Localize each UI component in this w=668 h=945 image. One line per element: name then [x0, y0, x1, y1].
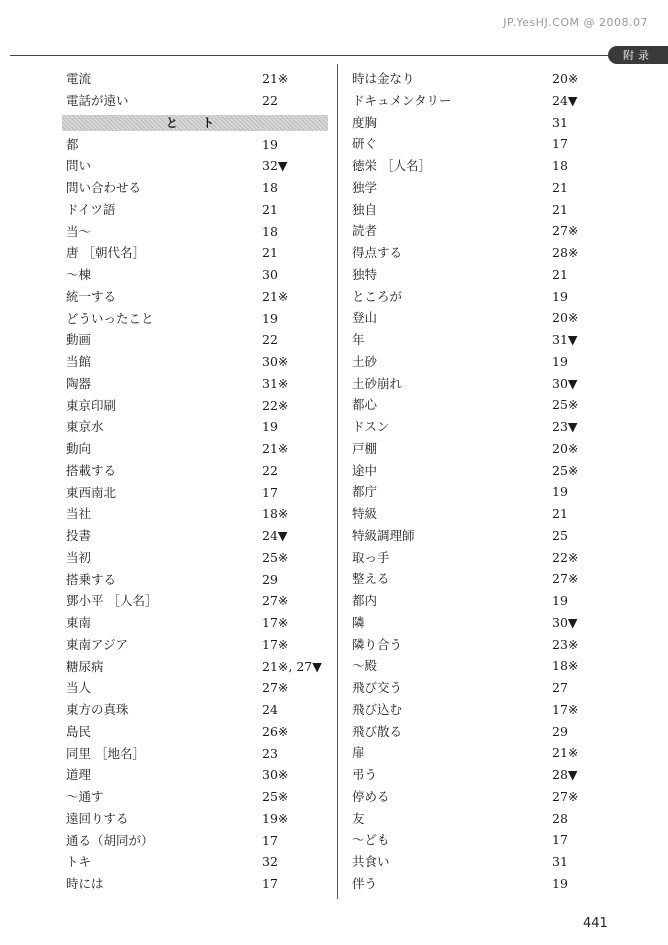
- section-heading: と ト: [62, 115, 328, 131]
- entry-term: 土砂崩れ: [352, 375, 403, 391]
- index-entry: [66, 677, 328, 699]
- index-entry: [66, 242, 328, 264]
- entry-reference: 21: [552, 179, 568, 195]
- entry-reference: 27: [552, 680, 568, 695]
- entry-reference: 19: [262, 419, 278, 435]
- entry-term: ドキュメンタリー: [352, 92, 452, 108]
- entry-reference: 21※, 27▼: [262, 658, 322, 674]
- entry-reference: 31: [552, 114, 568, 130]
- entry-reference: 27※: [552, 223, 579, 239]
- page-number: 441: [583, 916, 608, 931]
- index-entry: [352, 329, 592, 351]
- entry-reference: 29: [552, 723, 568, 739]
- entry-reference: 27※: [552, 571, 579, 587]
- entry-reference: 25※: [552, 462, 579, 478]
- index-entry: [66, 221, 328, 243]
- entry-reference: 17: [262, 876, 278, 891]
- entry-reference: 24▼: [262, 528, 288, 543]
- entry-term: 研ぐ: [352, 136, 378, 152]
- entry-term: 遠回りする: [66, 810, 129, 826]
- entry-term: ～ども: [352, 832, 390, 848]
- entry-reference: 19: [262, 310, 278, 326]
- index-entry: [66, 460, 328, 482]
- entry-term: 時には: [66, 876, 104, 891]
- entry-term: 登山: [352, 310, 378, 326]
- entry-reference: 31▼: [552, 332, 578, 347]
- entry-term: 同里 ［地名］: [66, 745, 145, 761]
- index-entry: [352, 851, 592, 873]
- index-entry: [352, 264, 592, 286]
- entry-term: 特級調理師: [352, 527, 415, 543]
- entry-term: 停める: [352, 788, 390, 804]
- entry-term: 独自: [352, 201, 378, 217]
- index-entry: [66, 395, 328, 417]
- index-entry: [352, 68, 592, 90]
- index-entry: [66, 416, 328, 438]
- entry-reference: 30▼: [552, 614, 578, 630]
- index-entry: [352, 525, 592, 547]
- entry-reference: 22: [262, 92, 278, 108]
- entry-reference: 17: [552, 136, 568, 152]
- index-entry: [352, 568, 592, 590]
- index-entry: [66, 764, 328, 786]
- entry-reference: 21: [552, 506, 568, 521]
- index-entry: [66, 656, 328, 678]
- index-entry: [66, 90, 328, 112]
- entry-term: 東西南北: [66, 484, 117, 500]
- entry-term: 当社: [66, 506, 92, 522]
- entry-reference: 30※: [262, 767, 289, 783]
- entry-reference: 31: [552, 854, 568, 869]
- entry-reference: 18: [552, 158, 568, 173]
- index-entry: [352, 394, 592, 416]
- index-entry: [352, 220, 592, 242]
- entry-reference: 18※: [552, 658, 579, 674]
- index-entry: [352, 503, 592, 525]
- entry-reference: 25※: [262, 549, 289, 565]
- entry-reference: 17: [262, 484, 278, 500]
- entry-term: ドスン: [352, 419, 390, 434]
- entry-reference: 25※: [552, 397, 579, 413]
- entry-reference: 25※: [262, 789, 289, 804]
- index-entry: [352, 699, 592, 721]
- watermark-text: JP.YesHJ.COM @ 2008.07: [503, 16, 648, 29]
- index-entry: [352, 242, 592, 264]
- entry-term: 当～: [66, 223, 92, 239]
- index-entry: [66, 590, 328, 612]
- index-entry: [352, 655, 592, 677]
- entry-term: 度胸: [352, 114, 378, 130]
- index-entry: [66, 308, 328, 330]
- entry-reference: 21※: [262, 441, 289, 456]
- entry-term: 動向: [66, 441, 92, 456]
- entry-reference: 17※: [262, 636, 289, 652]
- index-entry: [352, 786, 592, 808]
- entry-term: 独学: [352, 179, 378, 195]
- entry-reference: 19: [552, 875, 568, 891]
- index-entry: [352, 199, 592, 221]
- entry-reference: 28▼: [552, 767, 578, 782]
- entry-term: 東京印刷: [66, 397, 117, 413]
- column-divider: [337, 64, 338, 899]
- entry-term: 得点する: [352, 245, 403, 260]
- index-entry: [66, 830, 328, 852]
- index-entry: [66, 612, 328, 634]
- entry-term: 弔う: [352, 767, 378, 782]
- entry-reference: 32▼: [262, 158, 288, 174]
- entry-reference: 20※: [552, 310, 579, 326]
- entry-term: 搭載する: [66, 462, 117, 478]
- entry-reference: 17: [552, 832, 568, 848]
- entry-reference: 20※: [552, 71, 579, 86]
- entry-term: 動画: [66, 332, 92, 348]
- entry-reference: 22: [262, 332, 278, 348]
- entry-reference: 22※: [262, 397, 289, 413]
- index-entry: [352, 590, 592, 612]
- entry-term: 通る（胡同が）: [66, 832, 154, 848]
- index-entry: [66, 438, 328, 460]
- header-rule: [10, 55, 610, 56]
- entry-term: 飛び散る: [352, 723, 403, 739]
- entry-term: 隣り合う: [352, 636, 403, 652]
- entry-reference: 23※: [552, 636, 579, 652]
- entry-reference: 27※: [262, 680, 289, 696]
- index-entry: [352, 677, 592, 699]
- entry-term: 共食い: [352, 854, 390, 869]
- index-entry: [66, 351, 328, 373]
- entry-term: 扉: [352, 745, 365, 761]
- entry-reference: 23▼: [552, 419, 578, 434]
- entry-reference: 21: [262, 245, 278, 261]
- entry-term: 伴う: [352, 875, 378, 891]
- index-entry: [66, 721, 328, 743]
- index-entry: [66, 786, 328, 808]
- index-entry: [66, 264, 328, 286]
- index-entry: [352, 481, 592, 503]
- entry-term: 都: [66, 136, 79, 152]
- entry-reference: 30: [262, 267, 278, 282]
- index-entry: [352, 373, 592, 395]
- index-entry: [352, 307, 592, 329]
- left-top-entries: [66, 68, 328, 112]
- entry-term: 東京水: [66, 419, 104, 435]
- index-entry: [66, 808, 328, 830]
- index-entry: [66, 199, 328, 221]
- index-entry: [352, 416, 592, 438]
- entry-term: トキ: [66, 854, 92, 870]
- entry-term: 糖尿病: [66, 658, 104, 674]
- left-column: [66, 68, 328, 895]
- entry-term: ～棟: [66, 267, 92, 282]
- index-entry: [66, 547, 328, 569]
- index-entry: [66, 503, 328, 525]
- entry-term: 鄧小平 ［人名］: [66, 593, 158, 609]
- entry-term: 統一する: [66, 288, 117, 304]
- index-entry: [352, 155, 592, 177]
- index-entry: [66, 743, 328, 765]
- index-entry: [352, 808, 592, 830]
- index-entry: [66, 851, 328, 873]
- entry-reference: 17※: [552, 701, 579, 717]
- entry-reference: 19: [552, 353, 568, 369]
- index-entry: [66, 68, 328, 90]
- right-column: [352, 68, 592, 895]
- entry-reference: 21※: [262, 288, 289, 304]
- entry-reference: 29: [262, 571, 278, 587]
- index-entry: [352, 133, 592, 155]
- entry-term: 取っ手: [352, 549, 390, 565]
- entry-term: 唐 ［朝代名］: [66, 245, 145, 261]
- entry-term: 東南: [66, 615, 92, 630]
- entry-term: 整える: [352, 571, 390, 587]
- entry-term: 土砂: [352, 353, 378, 369]
- entry-reference: 30※: [262, 354, 289, 369]
- index-entry: [352, 351, 592, 373]
- entry-term: ～通す: [66, 789, 104, 804]
- index-entry: [352, 286, 592, 308]
- entry-reference: 30▼: [552, 375, 578, 391]
- entry-term: 搭乗する: [66, 571, 117, 587]
- appendix-tab: 附录: [608, 46, 668, 64]
- entry-reference: 25: [552, 527, 568, 543]
- entry-term: 途中: [352, 462, 378, 478]
- entry-term: 友: [352, 810, 365, 826]
- entry-reference: 23: [262, 745, 278, 761]
- entry-reference: 28※: [552, 245, 579, 260]
- entry-term: 徳栄 ［人名］: [352, 158, 431, 173]
- entry-reference: 17: [262, 832, 278, 848]
- entry-term: 電話が遠い: [66, 92, 129, 108]
- entry-term: 都庁: [352, 484, 378, 500]
- entry-term: 問い: [66, 158, 92, 174]
- index-entry: [352, 90, 592, 112]
- entry-reference: 21: [552, 266, 568, 282]
- entry-term: 読者: [352, 223, 378, 239]
- entry-reference: 18※: [262, 506, 289, 522]
- left-main-entries: [66, 134, 328, 895]
- entry-term: ドイツ語: [66, 201, 116, 217]
- index-entry: [66, 569, 328, 591]
- entry-reference: 21: [262, 201, 278, 217]
- entry-reference: 31※: [262, 375, 289, 391]
- entry-term: 独特: [352, 266, 378, 282]
- entry-term: 当人: [66, 680, 92, 696]
- entry-term: 陶器: [66, 375, 92, 391]
- entry-reference: 27※: [262, 593, 289, 609]
- right-entries: [352, 68, 592, 895]
- entry-reference: 24▼: [552, 92, 578, 108]
- entry-term: 年: [352, 332, 365, 347]
- entry-term: 都心: [352, 397, 378, 413]
- entry-reference: 19: [552, 288, 568, 304]
- entry-term: 都内: [352, 593, 378, 608]
- index-entry: [352, 764, 592, 786]
- index-entry: [352, 829, 592, 851]
- entry-reference: 21: [552, 201, 568, 217]
- index-entry: [66, 155, 328, 177]
- index-entry: [352, 112, 592, 134]
- entry-reference: 32: [262, 854, 278, 870]
- entry-reference: 22: [262, 462, 278, 478]
- index-entry: [66, 873, 328, 895]
- entry-term: 当初: [66, 549, 92, 565]
- index-entry: [66, 634, 328, 656]
- entry-term: 隣: [352, 614, 365, 630]
- entry-reference: 20※: [552, 440, 579, 456]
- index-entry: [66, 482, 328, 504]
- entry-term: 東南アジア: [66, 636, 129, 652]
- index-entry: [66, 286, 328, 308]
- entry-term: ところが: [352, 288, 403, 304]
- entry-term: どういったこと: [66, 310, 154, 326]
- entry-reference: 19: [552, 593, 568, 608]
- index-entry: [66, 525, 328, 547]
- entry-reference: 21※: [262, 71, 289, 86]
- entry-reference: 21※: [552, 745, 579, 761]
- entry-term: 時は金なり: [352, 71, 415, 86]
- entry-reference: 18: [262, 223, 278, 239]
- entry-term: 島民: [66, 723, 92, 739]
- index-entry: [352, 634, 592, 656]
- index-entry: [66, 329, 328, 351]
- index-entry: [352, 177, 592, 199]
- entry-term: 特級: [352, 506, 378, 521]
- index-entry: [352, 547, 592, 569]
- entry-term: 戸棚: [352, 440, 378, 456]
- entry-reference: 19※: [262, 810, 289, 826]
- entry-reference: 27※: [552, 788, 579, 804]
- index-entry: [352, 721, 592, 743]
- index-entry: [66, 699, 328, 721]
- index-entry: [352, 873, 592, 895]
- index-entry: [66, 373, 328, 395]
- entry-reference: 24: [262, 702, 278, 717]
- index-entry: [352, 742, 592, 764]
- entry-term: 問い合わせる: [66, 180, 142, 195]
- entry-term: 投書: [66, 528, 92, 543]
- entry-reference: 19: [552, 484, 568, 500]
- entry-term: 当館: [66, 354, 92, 369]
- entry-reference: 28: [552, 810, 568, 826]
- index-entry: [352, 460, 592, 482]
- entry-term: 電流: [66, 71, 92, 86]
- entry-reference: 18: [262, 180, 278, 195]
- index-entry: [352, 438, 592, 460]
- entry-term: 道理: [66, 767, 92, 783]
- entry-term: 飛び交う: [352, 680, 403, 695]
- entry-reference: 26※: [262, 723, 289, 739]
- entry-reference: 19: [262, 136, 278, 152]
- index-entry: [66, 177, 328, 199]
- entry-reference: 17※: [262, 615, 289, 630]
- index-entry: [352, 612, 592, 634]
- index-entry: [66, 134, 328, 156]
- entry-term: 東方の真珠: [66, 702, 129, 717]
- entry-reference: 22※: [552, 549, 579, 565]
- entry-term: 飛び込む: [352, 701, 403, 717]
- entry-term: ～殿: [352, 658, 378, 674]
